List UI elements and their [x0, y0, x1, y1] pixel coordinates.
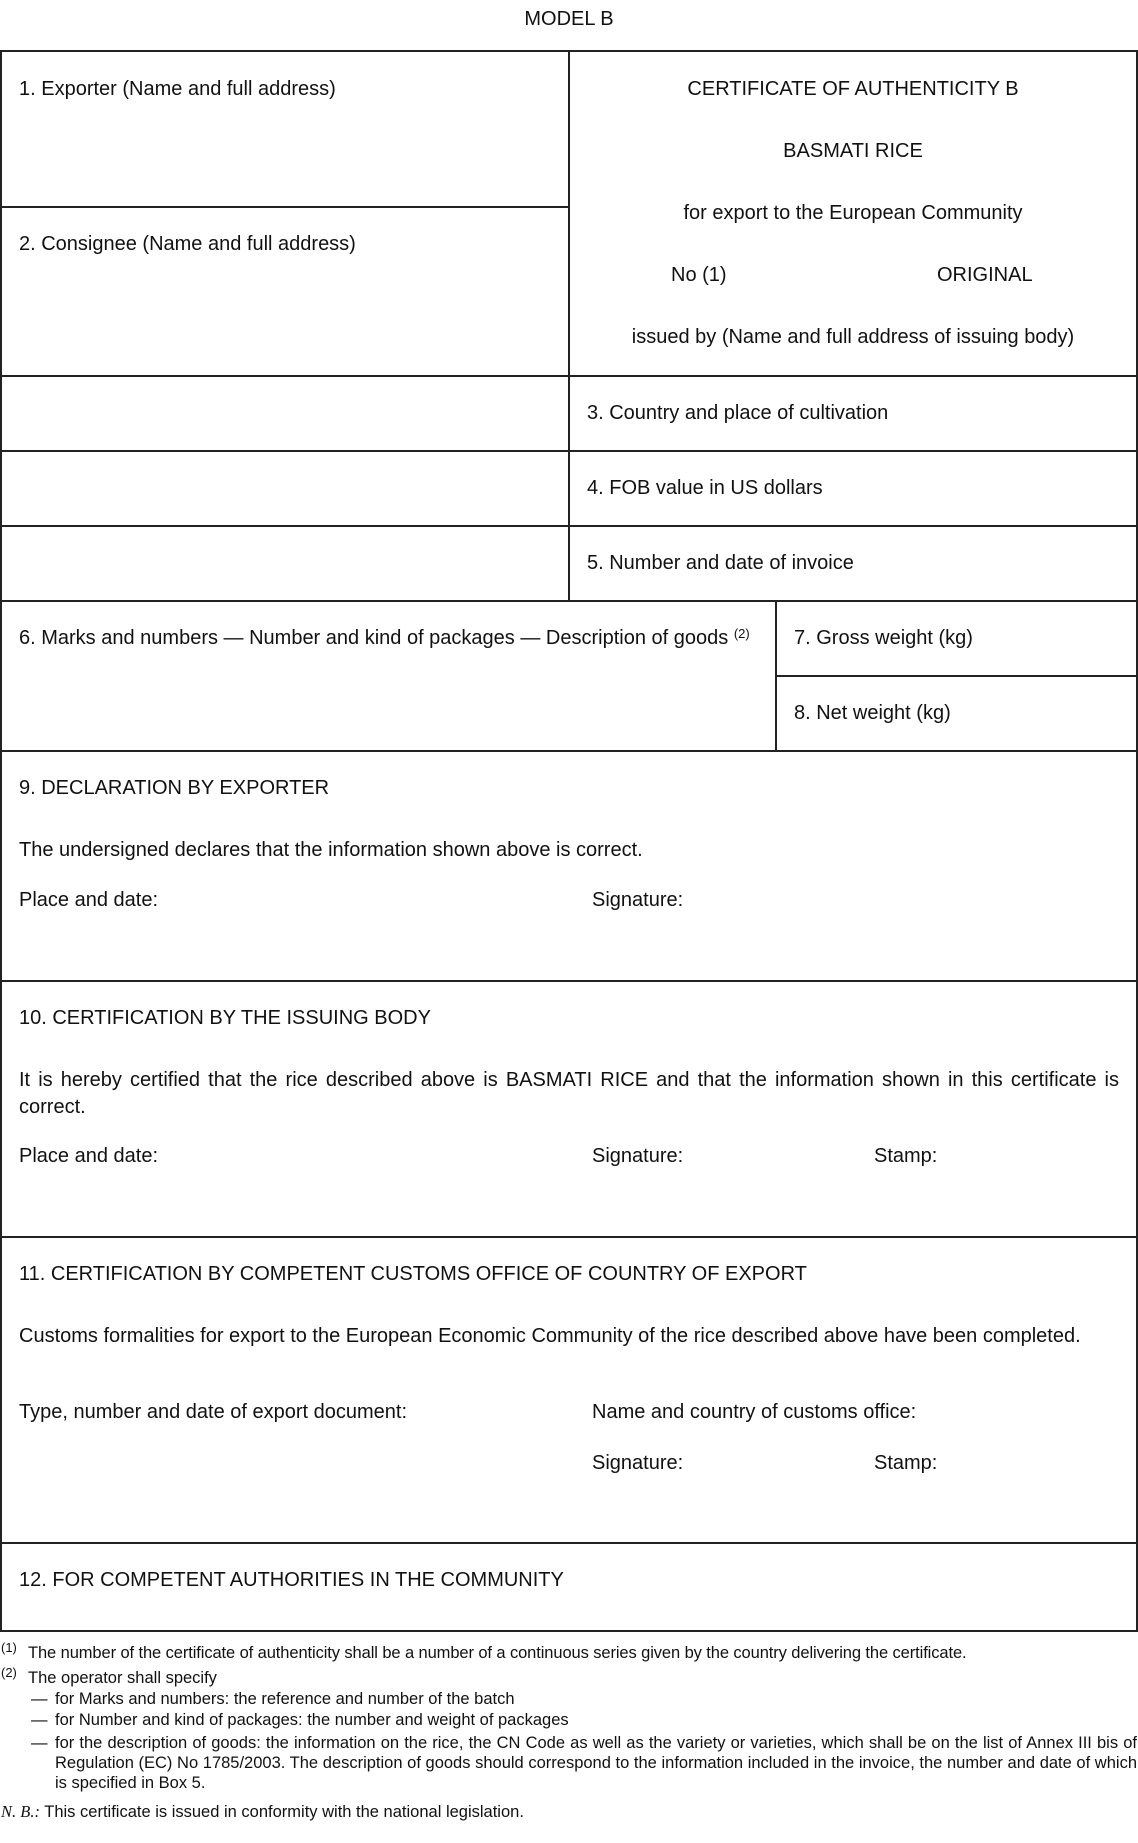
footnote-ref-1: (1): [702, 264, 727, 286]
box-9-place-date: Place and date:: [19, 889, 158, 911]
divider-box7-box8: [776, 675, 1138, 677]
divider-row-12: [0, 1542, 1138, 1544]
box-6-marks-description: [19, 625, 757, 652]
divider-box1-box2: [0, 206, 569, 208]
box-8-net-weight: 8. Net weight (kg): [794, 702, 951, 724]
nb-text: This certificate is issued in conformity with the national legislation.: [44, 1803, 524, 1821]
footnote-dash-2: —: [31, 1711, 48, 1729]
box-11-statement: Customs formalities for export to the European Economic Community of the rice described above have been completed.: [19, 1325, 1081, 1347]
box-3-country-cultivation: 3. Country and place of cultivation: [587, 402, 889, 424]
box-1-exporter: 1. Exporter (Name and full address): [19, 78, 336, 100]
box-11-customs-office: Name and country of customs office:: [592, 1401, 917, 1423]
number-label: No: [671, 264, 697, 286]
divider-row-4: [0, 450, 1138, 452]
divider-row-6: [0, 600, 1138, 602]
footnote-dash-1: —: [31, 1690, 48, 1708]
divider-row-11: [0, 1236, 1138, 1238]
product-name: BASMATI RICE: [783, 140, 923, 162]
box-11-title: 11. CERTIFICATION BY COMPETENT CUSTOMS OFFICE OF COUNTRY OF EXPORT: [19, 1263, 807, 1285]
box-9-statement: The undersigned declares that the information shown above is correct.: [19, 839, 643, 861]
box-2-consignee: 2. Consignee (Name and full address): [19, 233, 356, 255]
export-destination: for export to the European Community: [683, 202, 1023, 224]
divider-row-5: [0, 525, 1138, 527]
box-6-text: 6. Marks and numbers — Number and kind of packages — Description of goods: [19, 627, 729, 649]
box-5-invoice: 5. Number and date of invoice: [587, 552, 854, 574]
box-11-stamp: Stamp:: [874, 1452, 938, 1474]
box-10-title: 10. CERTIFICATION BY THE ISSUING BODY: [19, 1007, 431, 1029]
box-11-export-document: Type, number and date of export document:: [19, 1401, 408, 1423]
frame-left: [0, 50, 2, 1632]
footnote-item-2: for Number and kind of packages: the number and weight of packages: [55, 1711, 569, 1729]
certificate-number-label: [671, 262, 727, 289]
certificate-title: CERTIFICATE OF AUTHENTICITY B: [687, 78, 1019, 100]
box-11-signature: Signature:: [592, 1452, 684, 1474]
box-7-gross-weight: 7. Gross weight (kg): [794, 627, 973, 649]
box-10-statement: It is hereby certified that the rice described above is BASMATI RICE and that the information shown in this certificate is correct.: [19, 1069, 1119, 1118]
footnote-dash-3: —: [31, 1734, 48, 1752]
original-label: ORIGINAL: [937, 264, 1033, 286]
frame-bottom: [0, 1630, 1138, 1632]
box-10-place-date: Place and date:: [19, 1145, 158, 1167]
box-4-fob-value: 4. FOB value in US dollars: [587, 477, 823, 499]
footnote-ref-2: (2): [733, 626, 750, 641]
divider-row-9: [0, 750, 1138, 752]
footnote-2-ref: (2): [1, 1665, 17, 1680]
footnote-item-1: for Marks and numbers: the reference and number of the batch: [55, 1690, 515, 1708]
nb-note: [1, 1802, 524, 1822]
box-12-title: 12. FOR COMPETENT AUTHORITIES IN THE COMMUNITY: [19, 1569, 564, 1591]
footnote-item-3: for the description of goods: the information on the rice, the CN Code as well as the variety or varieties, which shall be on the list of Annex III bis of Regulation (EC) No 1785/2003. The description of goods should correspond to the information included in the invoice, the number and date of which is specified in Box 5.: [55, 1734, 1137, 1792]
box-9-signature: Signature:: [592, 889, 684, 911]
footnote-1-ref: (1): [1, 1640, 17, 1655]
nb-label: N. B.:: [1, 1802, 40, 1821]
divider-row-10: [0, 980, 1138, 982]
footnote-2: The operator shall specify: [28, 1669, 217, 1687]
box-10-signature: Signature:: [592, 1145, 684, 1167]
box-10-stamp: Stamp:: [874, 1145, 938, 1167]
issued-by-label: issued by (Name and full address of issuing body): [631, 326, 1075, 348]
box-9-title: 9. DECLARATION BY EXPORTER: [19, 777, 330, 799]
model-title: MODEL B: [524, 8, 614, 30]
footnote-1: The number of the certificate of authenticity shall be a number of a continuous series given by the country delivering the certificate.: [28, 1644, 967, 1662]
divider-row-3: [0, 375, 1138, 377]
